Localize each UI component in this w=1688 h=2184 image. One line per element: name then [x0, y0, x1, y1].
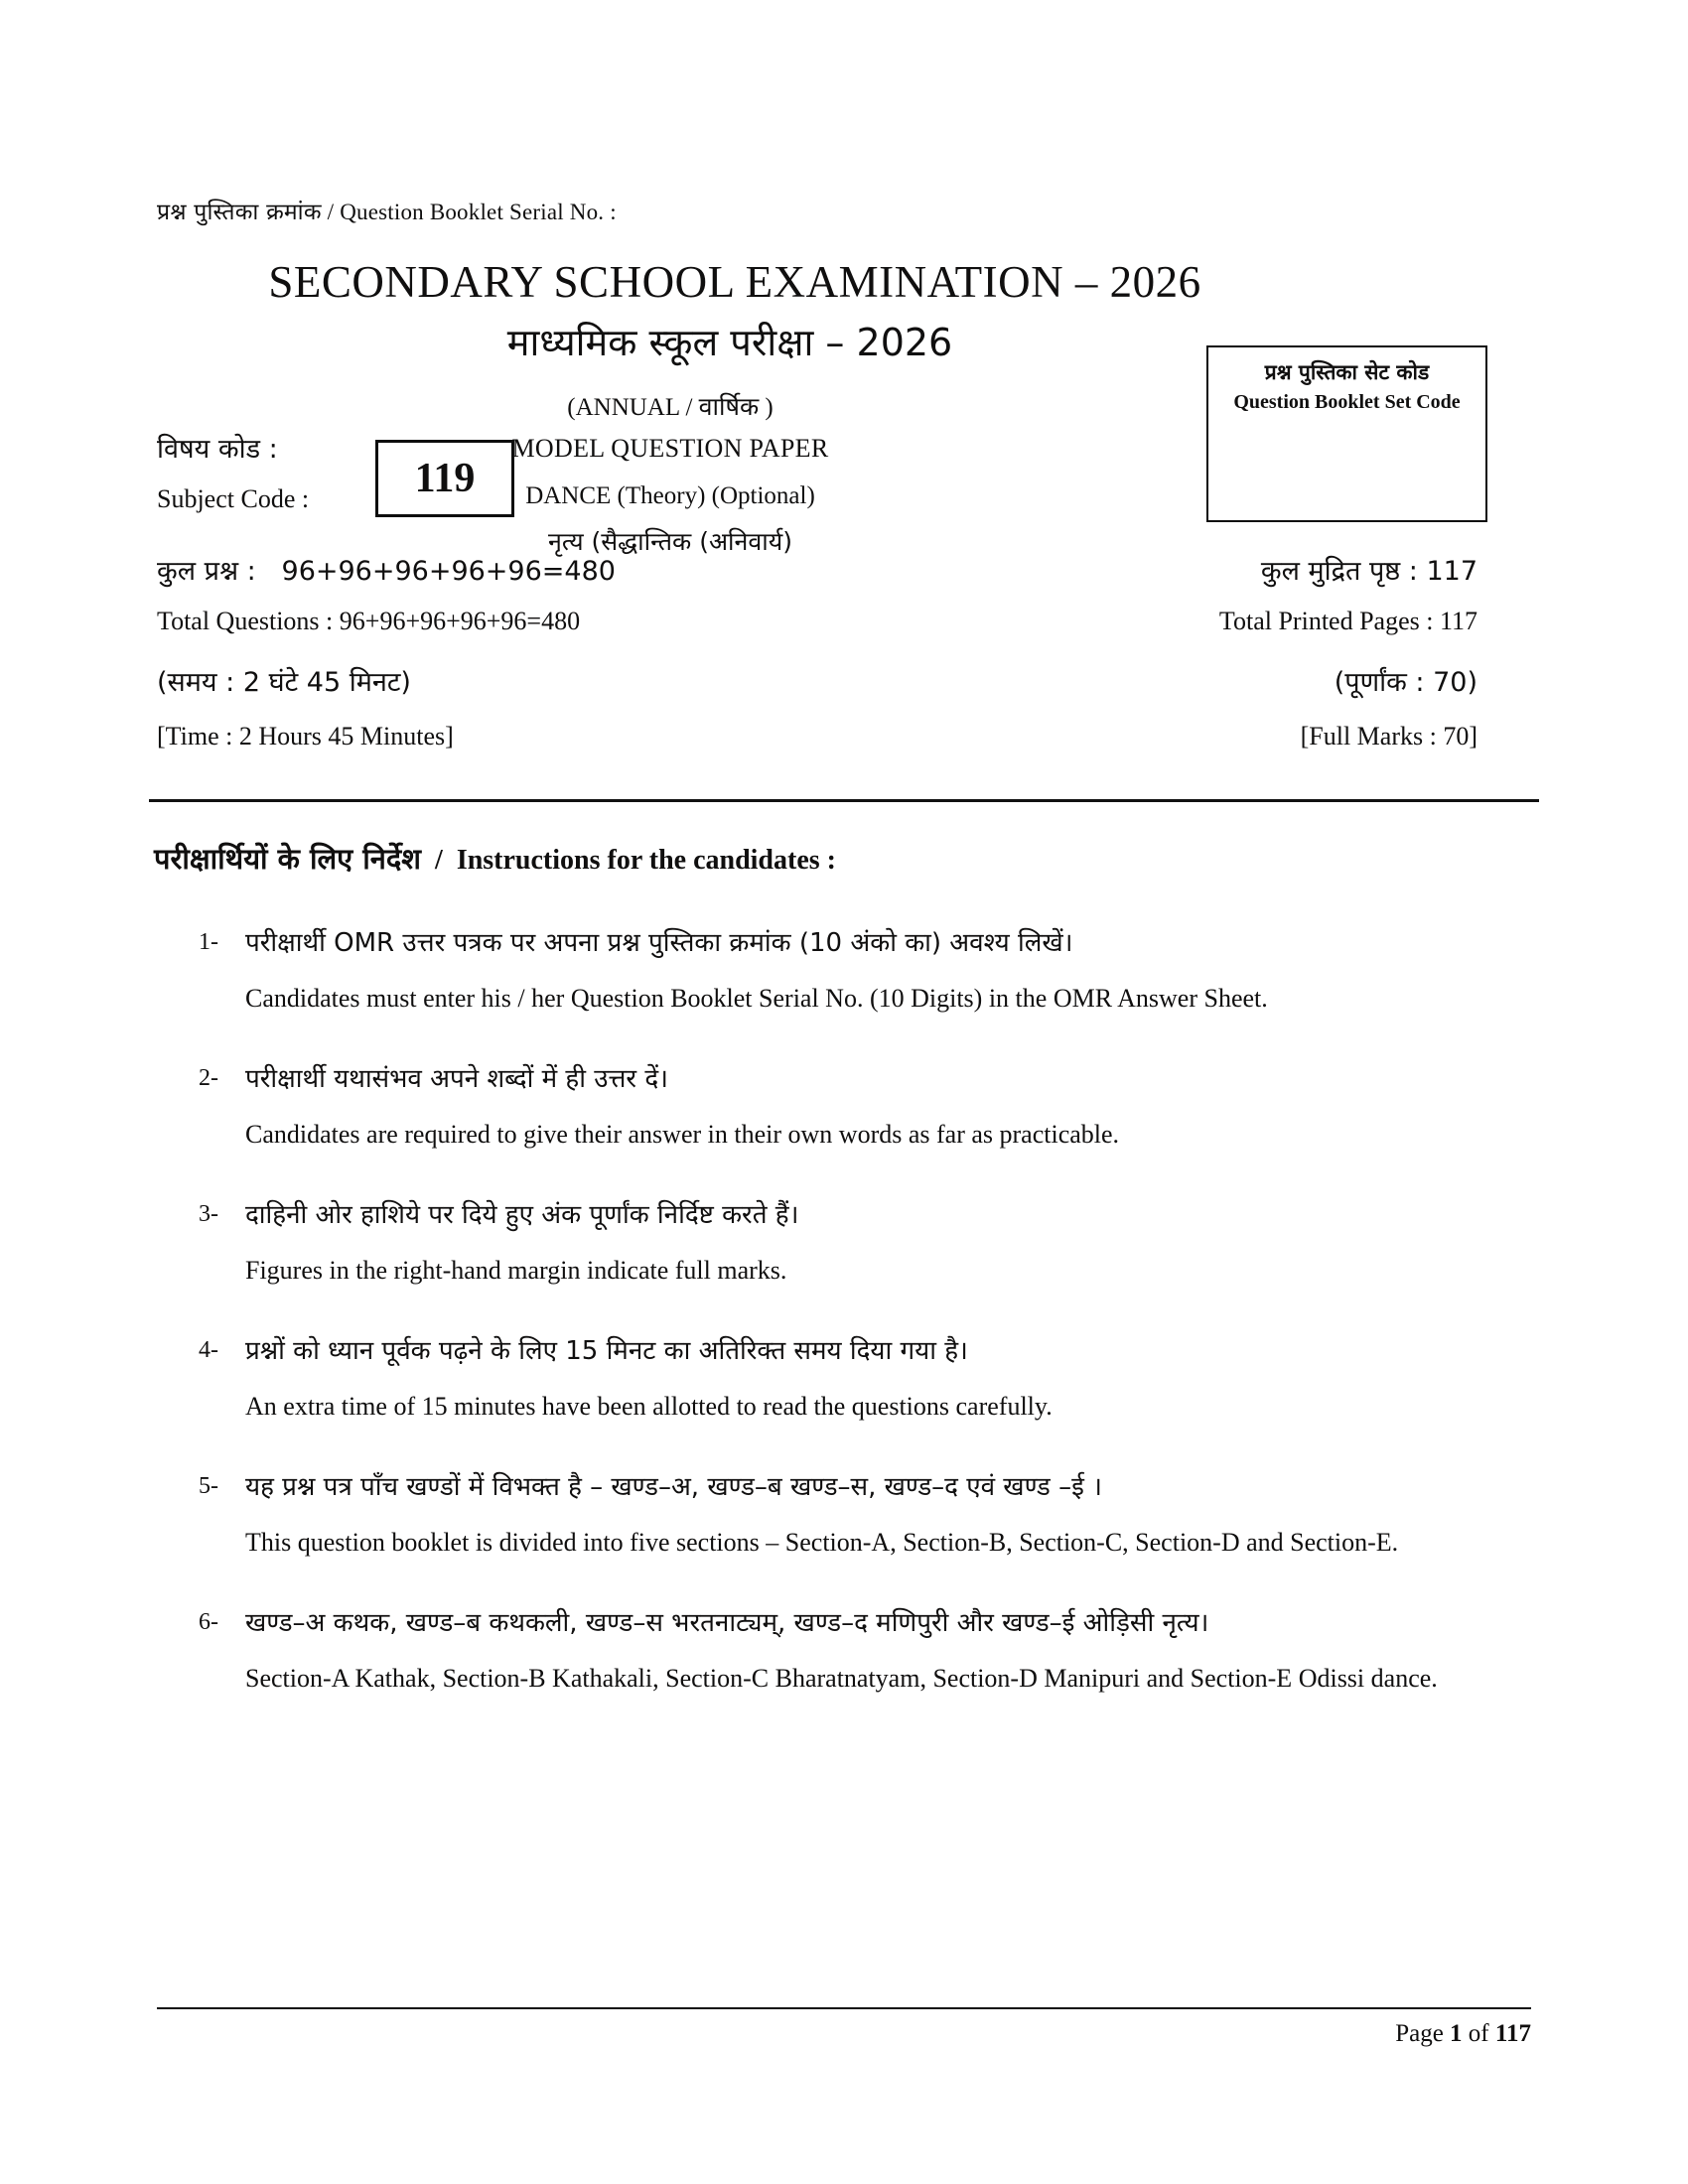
instruction-text-hindi: खण्ड–अ कथक, खण्ड–ब कथकली, खण्ड–स भरतनाट्यम्, खण्ड–द मणिपुरी और खण्ड–ई ओड़िसी नृत्य।	[245, 1608, 1209, 1639]
meta-row-time-english	[149, 722, 1539, 777]
full-marks-english: [Full Marks : 70]	[1300, 722, 1477, 751]
instruction-number: 6-	[199, 1609, 218, 1636]
header-divider	[149, 799, 1539, 802]
instruction-item	[199, 923, 1499, 1022]
total-questions-english: Total Questions : 96+96+96+96+96=480	[157, 607, 581, 635]
instruction-number: 4-	[199, 1337, 218, 1364]
subject-code-label-hindi: विषय कोड :	[157, 434, 278, 465]
instructions-heading	[154, 839, 836, 878]
instruction-text-english: Section-A Kathak, Section-B Kathakali, Section-C Bharatnatyam, Section-D Manipuri and Section-E Odissi dance.	[245, 1664, 1438, 1694]
question-booklet-set-code-box[interactable]	[1206, 345, 1487, 522]
footer-divider	[157, 2007, 1531, 2009]
page-title-hindi: माध्यमिक स्कूल परीक्षा – 2026	[506, 321, 953, 364]
serial-label-hindi: प्रश्न पुस्तिका क्रमांक	[157, 200, 322, 225]
meta-row-questions-english	[149, 607, 1539, 662]
instructions-heading-hindi: परीक्षार्थियों के लिए निर्देश	[154, 842, 422, 876]
total-pages-hindi: कुल मुद्रित पृष्ठ : 117	[1260, 556, 1477, 587]
question-booklet-serial-line	[157, 195, 617, 226]
instruction-number: 2-	[199, 1065, 218, 1092]
instruction-text-hindi: परीक्षार्थी यथासंभव अपने शब्दों में ही उत्तर दें।	[245, 1064, 668, 1095]
total-pages-english: Total Printed Pages : 117	[1218, 607, 1477, 635]
page-footer	[1395, 2020, 1531, 2048]
instruction-text-hindi: परीक्षार्थी OMR उत्तर पत्रक पर अपना प्रश्न पुस्तिका क्रमांक (10 अंको का) अवश्य लिखें।	[245, 928, 1073, 958]
instructions-heading-separator: /	[435, 845, 443, 876]
instruction-text-english: Candidates must enter his / her Question Booklet Serial No. (10 Digits) in the OMR Answer Sheet.	[245, 984, 1268, 1014]
exam-time-hindi: (समय : 2 घंटे 45 मिनट)	[157, 667, 411, 698]
total-questions-hindi-label: कुल प्रश्न :	[157, 556, 256, 587]
instruction-number: 5-	[199, 1473, 218, 1500]
instructions-heading-english: Instructions for the candidates :	[456, 845, 836, 876]
instruction-text-hindi: प्रश्नों को ध्यान पूर्वक पढ़ने के लिए 15 मिनट का अतिरिक्त समय दिया गया है।	[245, 1336, 968, 1367]
exam-session-label: (ANNUAL / वार्षिक )	[567, 394, 774, 421]
exam-time-english: [Time : 2 Hours 45 Minutes]	[157, 722, 454, 751]
page-title-english: SECONDARY SCHOOL EXAMINATION – 2026	[268, 257, 1201, 307]
instruction-item	[199, 1195, 1499, 1294]
subject-code-value-box: 119	[375, 440, 514, 517]
instruction-item	[199, 1603, 1499, 1702]
footer-page-prefix: Page	[1395, 2020, 1444, 2047]
instruction-text-english: An extra time of 15 minutes have been allotted to read the questions carefully.	[245, 1392, 1053, 1422]
instruction-item	[199, 1331, 1499, 1430]
exam-meta-block	[149, 551, 1539, 777]
meta-row-time-hindi	[149, 662, 1539, 722]
footer-page-middle: of	[1468, 2020, 1489, 2047]
total-questions-hindi-value: 96+96+96+96+96=480	[281, 556, 616, 587]
instruction-number: 3-	[199, 1201, 218, 1228]
instruction-text-english: This question booklet is divided into five sections – Section-A, Section-B, Section-C, Section-D and Section-E.	[245, 1528, 1399, 1558]
instruction-item	[199, 1059, 1499, 1158]
meta-row-questions-hindi	[149, 551, 1539, 607]
subject-name-english: DANCE (Theory) (Optional)	[525, 482, 815, 509]
serial-label-english: Question Booklet Serial No. :	[340, 200, 617, 224]
instruction-text-english: Candidates are required to give their answer in their own words as far as practicable.	[245, 1120, 1120, 1150]
subject-code-label-english: Subject Code :	[157, 484, 310, 513]
instructions-list	[199, 923, 1499, 1739]
total-questions-hindi	[157, 551, 616, 588]
footer-total-pages: 117	[1494, 2020, 1531, 2047]
instruction-item	[199, 1467, 1499, 1566]
full-marks-hindi: (पूर्णांक : 70)	[1334, 667, 1477, 698]
serial-label-separator: /	[327, 200, 335, 224]
model-question-paper-label: MODEL QUESTION PAPER	[511, 434, 829, 463]
footer-current-page: 1	[1450, 2020, 1463, 2047]
instruction-text-hindi: यह प्रश्न पत्र पाँच खण्डों में विभक्त है – खण्ड–अ, खण्ड–ब खण्ड–स, खण्ड–द एवं खण्ड –ई ।	[245, 1472, 1102, 1503]
instruction-number: 1-	[199, 929, 218, 955]
set-code-label-english: Question Booklet Set Code	[1233, 391, 1461, 414]
instruction-text-hindi: दाहिनी ओर हाशिये पर दिये हुए अंक पूर्णांक निर्दिष्ट करते हैं।	[245, 1200, 799, 1231]
instruction-text-english: Figures in the right-hand margin indicate full marks.	[245, 1256, 787, 1286]
subject-name-hindi: नृत्य (सैद्धान्तिक (अनिवार्य)	[547, 527, 793, 556]
set-code-label-hindi: प्रश्न पुस्तिका सेट कोड	[1264, 360, 1430, 384]
